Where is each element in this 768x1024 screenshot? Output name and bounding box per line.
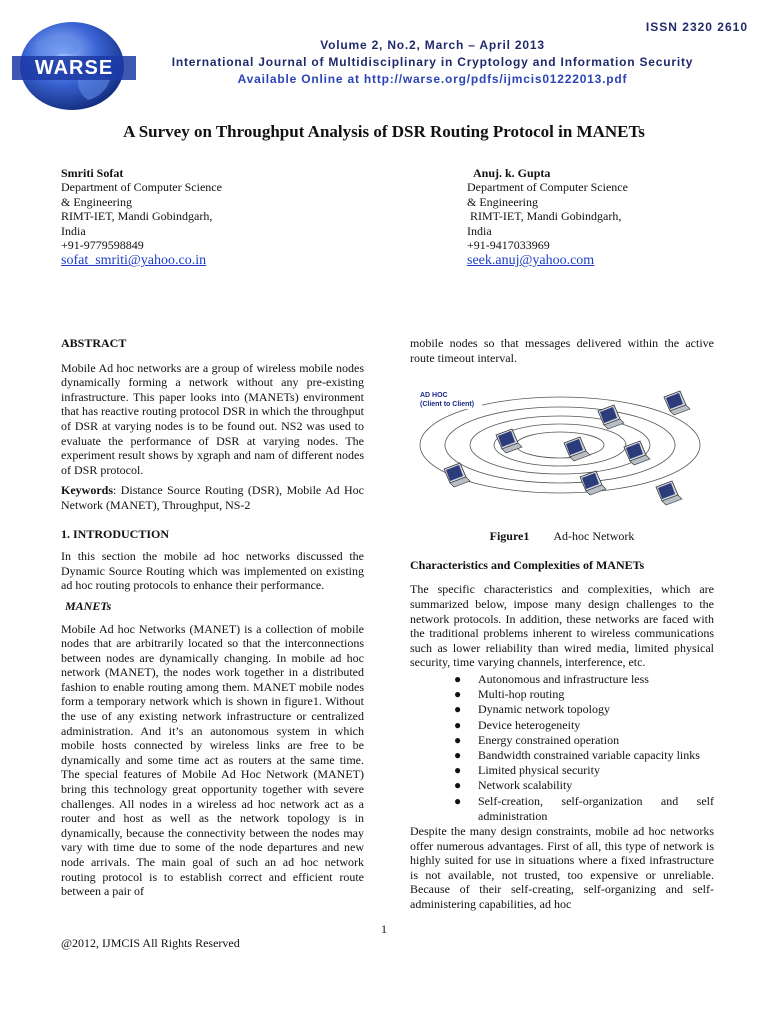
- author-block-2: [467, 166, 727, 269]
- keywords: [61, 483, 364, 512]
- volume-line: Volume 2, No.2, March – April 2013: [320, 38, 545, 52]
- introduction-text: In this section the mobile ad hoc networks discussed the Dynamic Source Routing which was implemented on existing ad hoc routing protocols to enhance their performance.: [61, 549, 364, 593]
- paper-title: A Survey on Throughput Analysis of DSR Routing Protocol in MANETs: [123, 122, 645, 141]
- author-block-1: [61, 166, 311, 269]
- author-country: India: [61, 223, 86, 238]
- continuation-text: mobile nodes so that messages delivered within the active route timeout interval.: [410, 336, 714, 365]
- bullet-icon: ●: [454, 732, 462, 747]
- author-country: India: [467, 223, 492, 238]
- laptop-icon: [580, 471, 606, 495]
- closing-text: Despite the many design constraints, mobile ad hoc networks offer numerous advantages. First of all, this type of network is highly suited for use in situations where a fixed infrastructure is not available, not trusted, too expensive or unreliable. Because of their self-creating, self-organizing and self-administering capabilities, ad hoc: [410, 823, 714, 911]
- laptop-icon: [664, 391, 690, 415]
- figure-label-subtitle: (Client to Client): [420, 401, 475, 409]
- author-dept: Department of Computer Science: [467, 180, 628, 195]
- bullet-icon: ●: [454, 717, 462, 732]
- copyright-footer: @2012, IJMCIS All Rights Reserved: [61, 936, 240, 950]
- logo-text: WARSE: [34, 57, 114, 79]
- bullet-icon: ●: [454, 671, 462, 686]
- author-email-link[interactable]: seek.anuj@yahoo.com: [467, 253, 595, 269]
- adhoc-network-diagram: [410, 385, 714, 515]
- author-name: Smriti Sofat: [61, 166, 124, 180]
- manets-text: Mobile Ad hoc Networks (MANET) is a collection of mobile nodes that are arbitrarily located so that the interconnections between nodes are dynamically changing. In mobile ad hoc network (MANET), the nodes work together in a distributed fashion to enable routing among them. MANET mobile nodes form a temporary network which is shown in figure1. Without the use of any existing network infrastructure or centralized administration. And it’s an autonomous system in which mobile hosts connected by wireless links are free to be dynamically and some time act as routers at the same time. The special features of Mobile Ad Hoc Network (MANET) bring this technology great opportunity together with severe challenges. All nodes in a wireless ad hoc network act as a router and host as well as the network topology is in dynamically, because the connectivity between the nodes may vary with time due to some of the node departures and new node arrivals. The main goal of such an ad hoc network routing protocol is to establish correct and efficient route between a pair of: [61, 621, 364, 899]
- bullet-icon: ●: [454, 793, 462, 808]
- author-phone: +91-9417033969: [467, 238, 550, 253]
- globe-icon: [6, 16, 142, 114]
- journal-logo: [6, 16, 142, 114]
- characteristics-list: [454, 672, 714, 824]
- laptop-icon: [598, 405, 624, 429]
- list-item: ● Energy constrained operation: [454, 732, 620, 747]
- laptop-icon: [656, 481, 682, 505]
- list-item: ● Device heterogeneity: [454, 717, 581, 732]
- list-item: ● Multi-hop routing: [454, 687, 565, 702]
- laptop-icon: [564, 437, 590, 461]
- figure-number: Figure1: [489, 529, 530, 544]
- list-item: ● Self-creation, self-organization and self administration: [454, 793, 714, 823]
- bullet-icon: ●: [454, 763, 462, 778]
- bullet-icon: ●: [454, 702, 462, 717]
- author-dept-2: & Engineering: [61, 194, 132, 209]
- laptop-icon: [624, 441, 650, 465]
- adhoc-network-figure: [410, 385, 714, 515]
- author-inst: RIMT-IET, Mandi Gobindgarh,: [470, 209, 622, 224]
- introduction-heading: 1. INTRODUCTION: [61, 526, 170, 541]
- journal-name: International Journal of Multidisciplinary in Cryptology and Information Security: [171, 55, 694, 69]
- keywords-text: : Distance Source Routing (DSR), Mobile Ad Hoc Network (MANET), Throughput, NS-2: [61, 483, 364, 512]
- list-item: ● Limited physical security: [454, 763, 600, 778]
- author-inst: RIMT-IET, Mandi Gobindgarh,: [61, 209, 213, 224]
- bullet-icon: ●: [454, 687, 462, 702]
- left-column: [61, 336, 364, 899]
- available-online-link[interactable]: Available Online at http://warse.org/pdfs/ijmcis01222013.pdf: [237, 72, 628, 86]
- author-dept: Department of Computer Science: [61, 180, 222, 195]
- bullet-icon: ●: [454, 747, 462, 762]
- list-item: ● Network scalability: [454, 778, 573, 793]
- page-number: 1: [381, 922, 387, 936]
- list-item: ● Dynamic network topology: [454, 702, 610, 717]
- issn: ISSN 2320 2610: [645, 20, 748, 34]
- manets-heading: MANETs: [65, 598, 112, 613]
- keywords-label: Keywords: [61, 483, 113, 498]
- figure-caption: [410, 529, 714, 544]
- list-item: ● Autonomous and infrastructure less: [454, 671, 649, 686]
- author-phone: +91-9779598849: [61, 238, 144, 253]
- abstract-heading: ABSTRACT: [61, 336, 127, 350]
- list-item: ● Bandwidth constrained variable capacity links: [454, 747, 700, 762]
- right-column: [410, 336, 714, 912]
- characteristics-text: The specific characteristics and complexities, which are summarized below, impose many design challenges to the network protocols. In addition, these networks are faced with the traditional problems inherent to wireless communications such as lower reliability than wired media, limited physical security, time varying channels, interference, etc.: [410, 582, 714, 670]
- bullet-icon: ●: [454, 778, 462, 793]
- author-email-link[interactable]: sofat_smriti@yahoo.co.in: [61, 253, 207, 269]
- abstract-text: Mobile Ad hoc networks are a group of wireless mobile nodes dynamically forming a network without any pre-existing infrastructure. This paper looks into (MANETs) environment that has reactive routing protocol DSR in which the throughput of DSR at varying nodes is to be found out. NS2 was used to evaluate the performance of DSR at varying nodes. The experiment result shows by xgraph and nam of different nodes of DSR protocol.: [61, 360, 364, 477]
- figure-label-title: AD HOC: [420, 392, 448, 400]
- figure-caption-text: Ad-hoc Network: [553, 529, 635, 544]
- characteristics-heading: Characteristics and Complexities of MANETs: [410, 557, 645, 572]
- author-dept-2: & Engineering: [467, 194, 538, 209]
- author-name: Anuj. k. Gupta: [473, 166, 551, 180]
